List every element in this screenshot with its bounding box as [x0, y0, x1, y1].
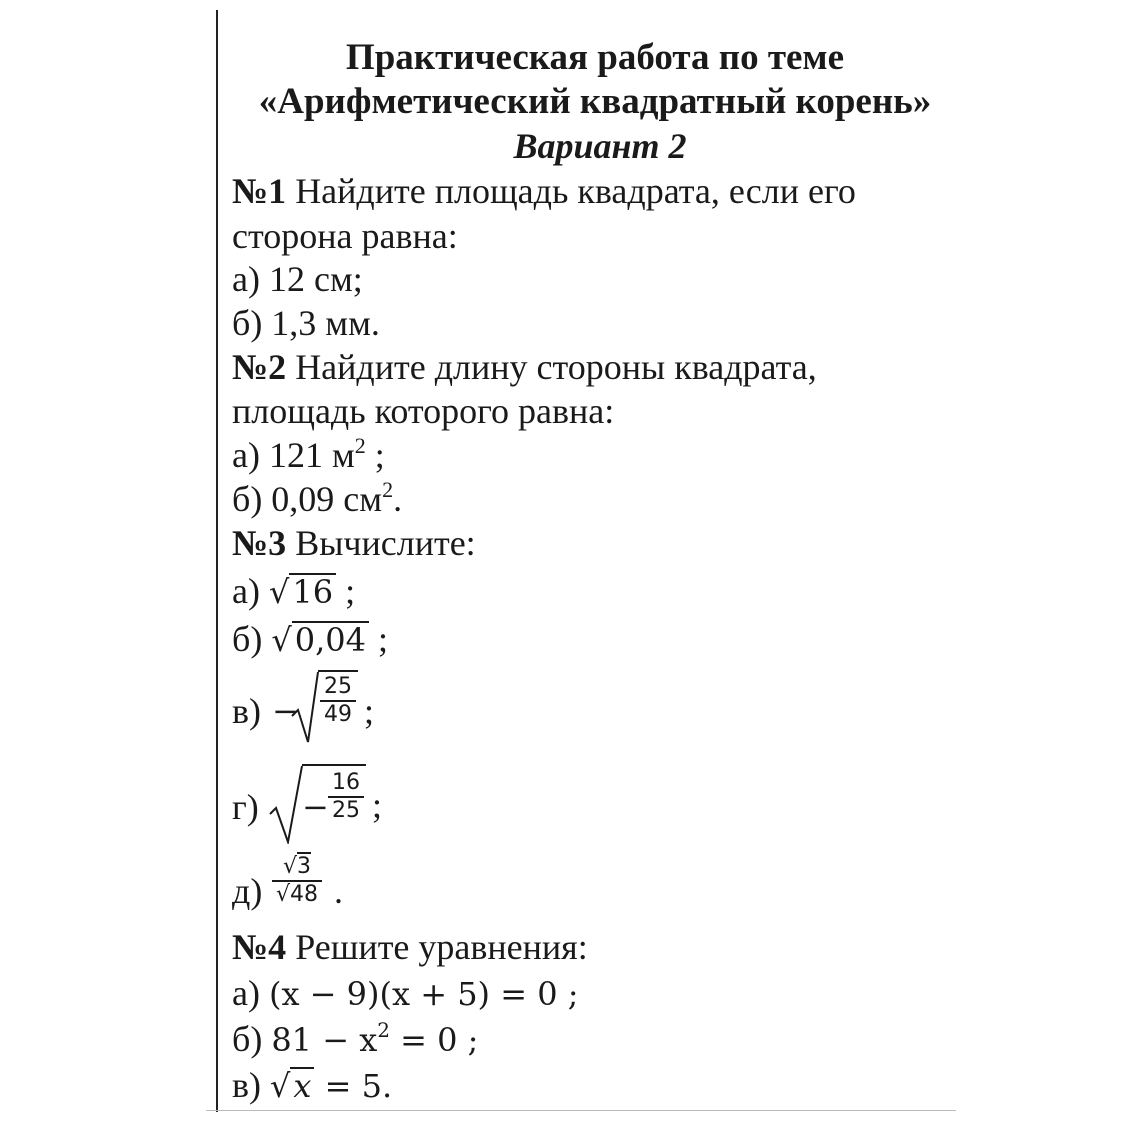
task3-item-b-radicand: 0,04 [292, 621, 369, 657]
task4-item-c [232, 1064, 392, 1107]
radical-bar [302, 764, 366, 766]
task4-item-a-label: а) [232, 973, 260, 1013]
task4-item-b-sup: 2 [377, 1018, 390, 1042]
fraction-denominator: √48 [276, 882, 319, 907]
radical-bar [318, 670, 358, 672]
title-line-2: «Арифметический квадратный корень» [258, 81, 932, 122]
fraction [272, 854, 322, 908]
task1-item-b: б) 1,3 мм. [232, 303, 380, 343]
task3-item-c-sep: ; [364, 691, 375, 731]
sqrt-sign: √ [268, 573, 290, 611]
task3-item-b-label: б) [232, 619, 263, 659]
task3-item-b-sep: ; [377, 619, 388, 659]
task2-item-b-text: б) 0,09 см [232, 479, 383, 519]
fraction-numerator: 25 [320, 674, 356, 702]
task2-item-b [232, 478, 402, 525]
task4-item-c-equation: = 5. [314, 1067, 393, 1105]
fraction-numerator: √3 [272, 854, 322, 882]
task2-heading [232, 346, 817, 388]
task4-item-a [232, 972, 579, 1015]
task2-item-b-sup: 2 [382, 477, 394, 502]
sqrt-sign [268, 764, 304, 844]
task4-item-c-radicand: x [290, 1067, 314, 1103]
task3-item-e-end: . [334, 871, 343, 911]
minus-sign: − [272, 692, 299, 730]
left-margin-line [216, 10, 218, 1112]
task3-item-e-label: д) [232, 871, 263, 911]
task1-text-line2: сторона равна: [232, 216, 458, 256]
task3-number: №3 [232, 523, 287, 563]
task2-item-b-end: . [393, 479, 403, 519]
task3-item-a-label: а) [232, 571, 260, 611]
task2-number: №2 [232, 347, 287, 387]
task3-text: Вычислите: [295, 523, 476, 563]
task2-item-a-end: ; [374, 435, 385, 475]
numerator-radicand: 3 [297, 854, 312, 879]
fraction [328, 770, 364, 824]
sqrt-sign: √ [271, 621, 292, 659]
task4-item-c-label: в) [232, 1065, 261, 1105]
fraction-denominator: 25 [332, 798, 360, 823]
sqrt-sign: √ [270, 1067, 291, 1105]
task4-item-b-label: б) [232, 1019, 263, 1059]
task3-item-c-label: в) [232, 691, 261, 731]
bottom-line [206, 1110, 956, 1111]
task4-text: Решите уравнения: [295, 927, 588, 967]
minus-sign: − [302, 788, 329, 826]
task2-item-a-text: а) 121 м [232, 435, 355, 475]
task4-number: №4 [232, 927, 287, 967]
task4-item-b [232, 1018, 478, 1065]
task3-item-a [232, 570, 355, 613]
task1-heading [232, 170, 856, 212]
fraction [320, 674, 356, 728]
task4-item-b-equation-right: = 0 ; [389, 1021, 479, 1059]
task3-item-d-label: г) [232, 787, 259, 827]
task1-item-a: а) 12 см; [232, 259, 363, 299]
task3-item-a-radicand: 16 [289, 573, 336, 609]
task3-item-b [232, 618, 388, 661]
denominator-radicand: 48 [290, 882, 319, 907]
task3-heading [232, 522, 476, 564]
task4-heading [232, 926, 588, 968]
sqrt-sign [290, 670, 320, 746]
task2-item-a-sup: 2 [354, 433, 366, 458]
task3-item-a-sep: ; [345, 571, 356, 611]
task1-text-line1: Найдите площадь квадрата, если его [295, 171, 856, 211]
title-line-1: Практическая работа по теме [345, 37, 845, 78]
task3-item-d-sep: ; [372, 785, 383, 825]
task4-item-a-equation: (x − 9)(x + 5) = 0 ; [268, 975, 579, 1013]
task1-number: №1 [232, 171, 287, 211]
fraction-denominator: 49 [324, 702, 352, 727]
task2-item-a [232, 434, 385, 481]
task2-text-line2: площадь которого равна: [232, 391, 615, 431]
variant-title: Вариант 2 [513, 126, 687, 166]
task2-text-line1: Найдите длину стороны квадрата, [295, 347, 817, 387]
task4-item-b-equation-left: 81 − x [271, 1021, 378, 1059]
fraction-numerator: 16 [328, 770, 364, 798]
